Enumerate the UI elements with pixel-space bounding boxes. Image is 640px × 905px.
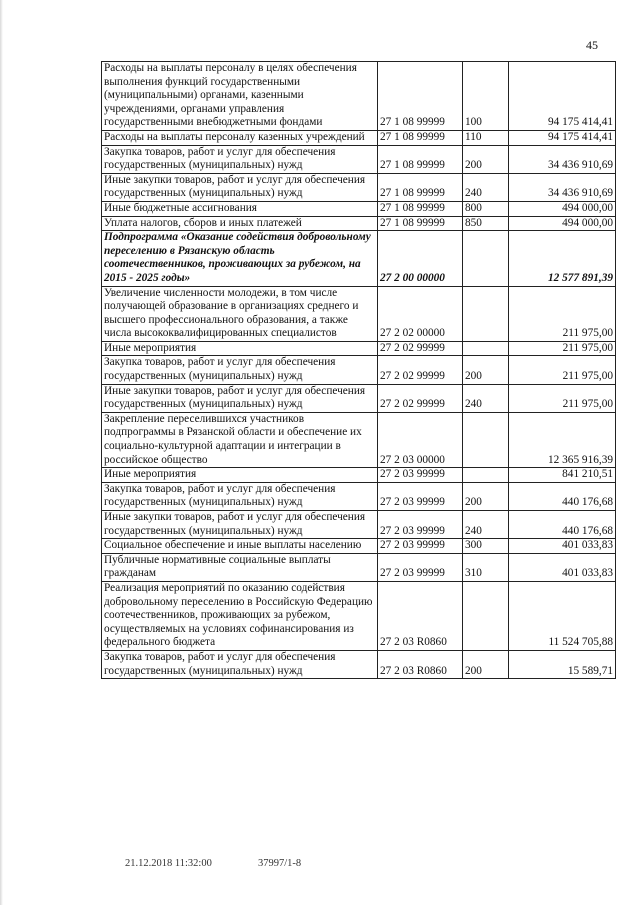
row-expense-type: 110 bbox=[463, 130, 509, 145]
row-amount: 34 436 910,69 bbox=[509, 173, 616, 201]
row-expense-type bbox=[463, 412, 509, 467]
table-row bbox=[102, 581, 616, 650]
row-target-code: 27 2 02 00000 bbox=[378, 286, 463, 341]
table-row bbox=[102, 173, 616, 201]
row-amount: 401 033,83 bbox=[509, 553, 616, 581]
row-target-code: 27 2 03 R0860 bbox=[378, 650, 463, 678]
row-name: Подпрограмма «Оказание содействия добровольному переселению в Рязанскую область соотечественников, проживающих за рубежом, на 2015 - 2025 годы» bbox=[102, 231, 378, 286]
row-name: Закупка товаров, работ и услуг для обеспечения государственных (муниципальных) нужд bbox=[102, 650, 378, 678]
table-row bbox=[102, 201, 616, 216]
row-amount: 94 175 414,41 bbox=[509, 130, 616, 145]
row-target-code: 27 2 02 99999 bbox=[378, 384, 463, 412]
row-name: Социальное обеспечение и иные выплаты населению bbox=[102, 539, 378, 554]
row-expense-type: 200 bbox=[463, 145, 509, 173]
table-row bbox=[102, 286, 616, 341]
table-row bbox=[102, 468, 616, 483]
row-amount: 94 175 414,41 bbox=[509, 62, 616, 131]
row-name: Закупка товаров, работ и услуг для обеспечения государственных (муниципальных) нужд bbox=[102, 482, 378, 510]
row-amount: 440 176,68 bbox=[509, 511, 616, 539]
row-expense-type bbox=[463, 286, 509, 341]
table-row bbox=[102, 511, 616, 539]
row-name: Закупка товаров, работ и услуг для обеспечения государственных (муниципальных) нужд bbox=[102, 145, 378, 173]
row-target-code: 27 2 02 99999 bbox=[378, 341, 463, 356]
row-amount: 15 589,71 bbox=[509, 650, 616, 678]
row-amount: 11 524 705,88 bbox=[509, 581, 616, 650]
row-expense-type bbox=[463, 581, 509, 650]
row-expense-type: 100 bbox=[463, 62, 509, 131]
row-target-code: 27 2 02 99999 bbox=[378, 356, 463, 384]
row-name: Увеличение численности молодежи, в том числе получающей образование в организациях среднего и высшего профессионального образования, а также числа высококвалифицированных специалистов bbox=[102, 286, 378, 341]
footer-doc-number: 37997/1-8 bbox=[258, 858, 302, 869]
row-name: Иные закупки товаров, работ и услуг для обеспечения государственных (муниципальных) нужд bbox=[102, 173, 378, 201]
row-amount: 401 033,83 bbox=[509, 539, 616, 554]
table-row bbox=[102, 553, 616, 581]
budget-table-body bbox=[102, 62, 616, 679]
row-name: Расходы на выплаты персоналу казенных учреждений bbox=[102, 130, 378, 145]
scan-edge bbox=[0, 0, 3, 905]
table-row bbox=[102, 231, 616, 286]
row-expense-type: 240 bbox=[463, 384, 509, 412]
row-target-code: 27 2 00 00000 bbox=[378, 231, 463, 286]
row-amount: 211 975,00 bbox=[509, 341, 616, 356]
row-expense-type: 200 bbox=[463, 482, 509, 510]
row-amount: 494 000,00 bbox=[509, 216, 616, 231]
table-row bbox=[102, 482, 616, 510]
row-name: Иные мероприятия bbox=[102, 468, 378, 483]
row-target-code: 27 2 03 99999 bbox=[378, 553, 463, 581]
row-name: Реализация мероприятий по оказанию содействия добровольному переселению в Российскую Федерацию соотечественников, проживающих за рубежом, осуществляемых на условиях софинансирования из федерального бюджета bbox=[102, 581, 378, 650]
table-row bbox=[102, 356, 616, 384]
table-row bbox=[102, 145, 616, 173]
row-amount: 34 436 910,69 bbox=[509, 145, 616, 173]
page-number: 45 bbox=[586, 38, 598, 52]
table-row bbox=[102, 341, 616, 356]
row-expense-type: 300 bbox=[463, 539, 509, 554]
row-name: Закупка товаров, работ и услуг для обеспечения государственных (муниципальных) нужд bbox=[102, 356, 378, 384]
row-name: Иные закупки товаров, работ и услуг для обеспечения государственных (муниципальных) нужд bbox=[102, 384, 378, 412]
row-amount: 841 210,51 bbox=[509, 468, 616, 483]
row-name: Закрепление переселившихся участников подпрограммы в Рязанской области и обеспечение их социально-культурной адаптации и интеграции в российское общество bbox=[102, 412, 378, 467]
row-target-code: 27 2 03 99999 bbox=[378, 482, 463, 510]
row-target-code: 27 1 08 99999 bbox=[378, 62, 463, 131]
row-expense-type bbox=[463, 231, 509, 286]
row-target-code: 27 1 08 99999 bbox=[378, 216, 463, 231]
row-expense-type: 200 bbox=[463, 650, 509, 678]
row-target-code: 27 1 08 99999 bbox=[378, 201, 463, 216]
row-name: Публичные нормативные социальные выплаты гражданам bbox=[102, 553, 378, 581]
table-row bbox=[102, 216, 616, 231]
table-row bbox=[102, 62, 616, 131]
footer-datetime: 21.12.2018 11:32:00 bbox=[125, 858, 212, 869]
row-target-code: 27 2 03 99999 bbox=[378, 539, 463, 554]
row-target-code: 27 2 03 99999 bbox=[378, 468, 463, 483]
row-amount: 494 000,00 bbox=[509, 201, 616, 216]
row-target-code: 27 1 08 99999 bbox=[378, 130, 463, 145]
row-target-code: 27 2 03 R0860 bbox=[378, 581, 463, 650]
row-name: Иные бюджетные ассигнования bbox=[102, 201, 378, 216]
row-name: Иные мероприятия bbox=[102, 341, 378, 356]
table-row bbox=[102, 130, 616, 145]
table-row bbox=[102, 539, 616, 554]
row-amount: 211 975,00 bbox=[509, 384, 616, 412]
row-target-code: 27 2 03 99999 bbox=[378, 511, 463, 539]
row-expense-type: 240 bbox=[463, 173, 509, 201]
row-target-code: 27 1 08 99999 bbox=[378, 145, 463, 173]
budget-table bbox=[101, 61, 616, 679]
row-name: Иные закупки товаров, работ и услуг для обеспечения государственных (муниципальных) нужд bbox=[102, 511, 378, 539]
row-expense-type: 200 bbox=[463, 356, 509, 384]
row-expense-type: 240 bbox=[463, 511, 509, 539]
table-row bbox=[102, 384, 616, 412]
row-target-code: 27 2 03 00000 bbox=[378, 412, 463, 467]
row-amount: 12 577 891,39 bbox=[509, 231, 616, 286]
row-expense-type: 800 bbox=[463, 201, 509, 216]
row-expense-type bbox=[463, 468, 509, 483]
row-name: Уплата налогов, сборов и иных платежей bbox=[102, 216, 378, 231]
row-amount: 211 975,00 bbox=[509, 356, 616, 384]
row-name: Расходы на выплаты персоналу в целях обеспечения выполнения функций государственными (муниципальными) органами, казенными учреждениями, органами управления государственными внебюджетными фондами bbox=[102, 62, 378, 131]
table-row bbox=[102, 412, 616, 467]
row-target-code: 27 1 08 99999 bbox=[378, 173, 463, 201]
row-amount: 440 176,68 bbox=[509, 482, 616, 510]
row-expense-type bbox=[463, 341, 509, 356]
row-amount: 12 365 916,39 bbox=[509, 412, 616, 467]
row-expense-type: 310 bbox=[463, 553, 509, 581]
row-expense-type: 850 bbox=[463, 216, 509, 231]
row-amount: 211 975,00 bbox=[509, 286, 616, 341]
table-row bbox=[102, 650, 616, 678]
